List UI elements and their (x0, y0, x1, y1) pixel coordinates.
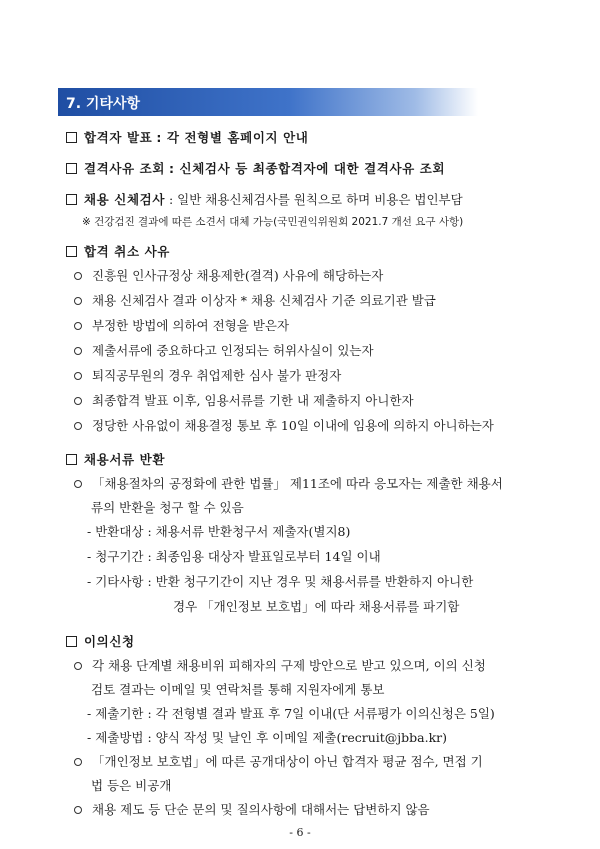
circle-bullet-icon (74, 758, 82, 766)
dash-item: - 청구기간 : 최종임용 대상자 발표일로부터 14일 이내 (87, 549, 381, 564)
dash-item: - 반환대상 : 채용서류 반환청구서 제출자(별지8) (87, 524, 351, 539)
announce-item: 합격자 발표 : 각 전형별 홈페이지 안내 (66, 128, 308, 146)
checkbox-square-icon (66, 454, 77, 465)
circle-bullet-icon (74, 297, 82, 305)
circle-bullet-icon (74, 272, 82, 280)
list-item: 최종합격 발표 이후, 임용서류를 기한 내 제출하지 아니한자 (74, 391, 414, 409)
list-item-continuation: 검토 결과는 이메일 및 연락처를 통해 지원자에게 통보 (91, 682, 385, 697)
list-item: 「채용절차의 공정화에 관한 법률」 제11조에 따라 응모자는 제출한 채용서 (74, 474, 503, 492)
list-item: 제출서류에 중요하다고 인정되는 허위사실이 있는자 (74, 341, 374, 359)
dash-item: - 제출기한 : 각 전형별 결과 발표 후 7일 이내(단 서류평가 이의신청은 5일) (87, 706, 495, 721)
list-item: 각 채용 단계별 채용비위 피해자의 구제 방안으로 받고 있으며, 이의 신청 (74, 656, 486, 674)
checkbox-square-icon (66, 246, 77, 257)
list-item: 부정한 방법에 의하여 전형을 받은자 (74, 316, 289, 334)
circle-bullet-icon (74, 480, 82, 488)
list-item: 정당한 사유없이 채용결정 통보 후 10일 이내에 임용에 의하지 아니하는자 (74, 416, 494, 434)
list-item-continuation: 법 등은 비공개 (91, 778, 172, 793)
cancel-heading: 합격 취소 사유 (66, 242, 170, 260)
dash-item-continuation: 경우 「개인정보 보호법」에 따라 채용서류를 파기함 (173, 599, 460, 614)
dash-item: - 제출방법 : 양식 작성 및 날인 후 이메일 제출(recruit@jbba.kr) (87, 730, 447, 745)
return-docs-heading: 채용서류 반환 (66, 450, 165, 468)
list-item-continuation: 류의 반환을 청구 할 수 있음 (91, 500, 244, 515)
section-banner (58, 88, 478, 116)
physical-exam-item: 채용 신체검사 : 일반 채용신체검사를 원칙으로 하며 비용은 법인부담 (66, 190, 463, 208)
circle-bullet-icon (74, 806, 82, 814)
dash-item: - 기타사항 : 반환 청구기간이 지난 경우 및 채용서류를 반환하지 아니한 (87, 574, 474, 589)
circle-bullet-icon (74, 372, 82, 380)
circle-bullet-icon (74, 322, 82, 330)
physical-exam-note: ※ 건강검진 결과에 따른 소견서 대체 가능(국민권익위원회 2021.7 개선 요구 사항) (82, 216, 464, 228)
circle-bullet-icon (74, 397, 82, 405)
circle-bullet-icon (74, 422, 82, 430)
list-item: 「개인정보 보호법」에 따른 공개대상이 아닌 합격자 평균 점수, 면접 기 (74, 752, 483, 770)
appeal-heading: 이의신청 (66, 632, 135, 650)
checkbox-square-icon (66, 132, 77, 143)
disqualification-query-item: 결격사유 조회 : 신체검사 등 최종합격자에 대한 결격사유 조회 (66, 159, 445, 177)
checkbox-square-icon (66, 163, 77, 174)
circle-bullet-icon (74, 662, 82, 670)
list-item: 채용 제도 등 단순 문의 및 질의사항에 대해서는 답변하지 않음 (74, 800, 430, 818)
section-title: 7. 기타사항 (66, 96, 141, 112)
list-item: 채용 신체검사 결과 이상자 * 채용 신체검사 기준 의료기관 발급 (74, 291, 436, 309)
list-item: 진흥원 인사규정상 채용제한(결격) 사유에 해당하는자 (74, 266, 383, 284)
list-item: 퇴직공무원의 경우 취업제한 심사 불가 판정자 (74, 366, 341, 384)
page-number: - 6 - (289, 826, 311, 839)
checkbox-square-icon (66, 636, 77, 647)
checkbox-square-icon (66, 194, 77, 205)
circle-bullet-icon (74, 347, 82, 355)
